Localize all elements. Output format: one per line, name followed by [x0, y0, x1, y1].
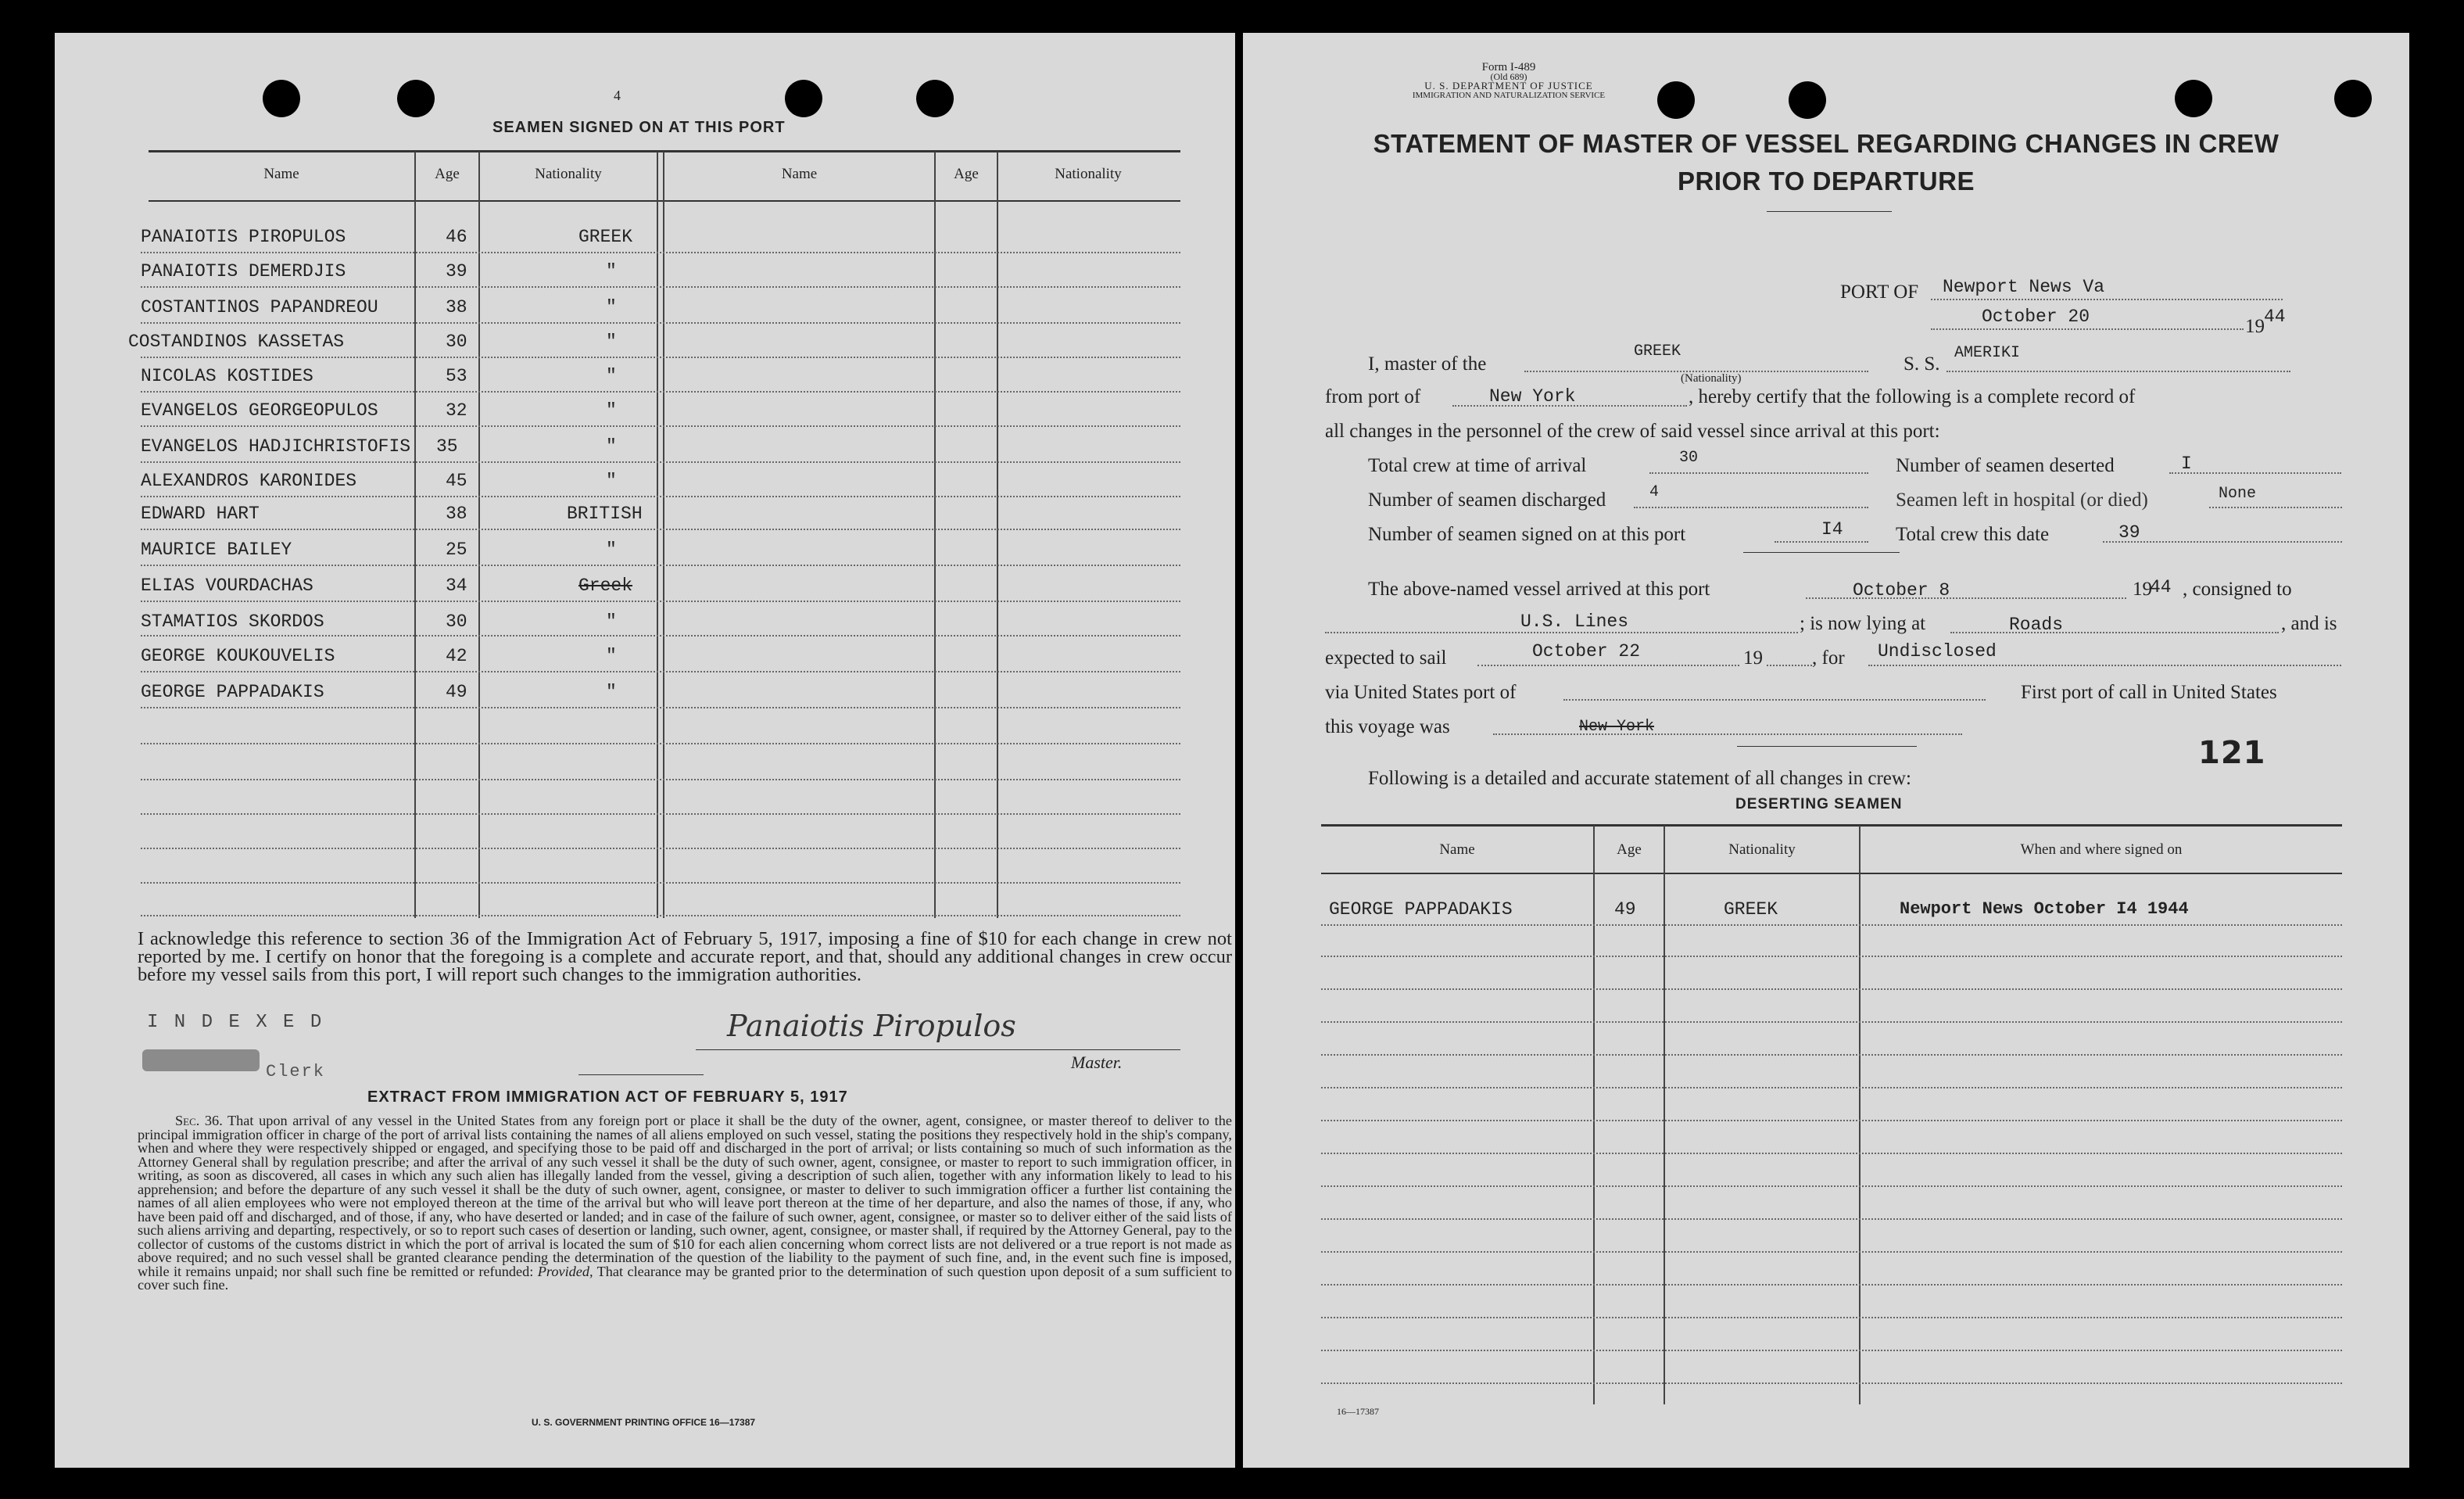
ss-label: S. S. — [1904, 353, 1940, 375]
extract-title: EXTRACT FROM IMMIGRATION ACT OF FEBRUARY 5, 1917 — [367, 1088, 848, 1106]
punch-hole-icon — [263, 80, 300, 117]
for-label: , for — [1812, 647, 1845, 669]
total-arrival-label: Total crew at time of arrival — [1368, 455, 1587, 476]
punch-hole-icon — [2175, 80, 2212, 117]
desert-col-nationality: Nationality — [1728, 841, 1796, 858]
col-header-nationality: Nationality — [535, 166, 602, 182]
all-changes-text: all changes in the personnel of the crew of said vessel since arrival at this port: — [1325, 421, 1940, 442]
table-row: PANAIOTIS DEMERDJIS 39 " — [141, 261, 617, 282]
sail-year-prefix: 19 — [1743, 647, 1763, 669]
voyage-label: this voyage was — [1325, 716, 1450, 737]
voyage-value: New York — [1579, 718, 1655, 736]
port-label: PORT OF — [1840, 282, 1919, 303]
punch-hole-icon — [397, 80, 435, 117]
ship-value: AMERIKI — [1954, 344, 2021, 362]
lying-value: Roads — [2009, 615, 2064, 635]
desert-row-name: GEORGE PAPPADAKIS — [1329, 899, 1513, 920]
deserted-value: I — [2181, 454, 2192, 474]
left-title: SEAMEN SIGNED ON AT THIS PORT — [492, 119, 786, 136]
col-header-name: Name — [263, 166, 299, 182]
total-arrival-value: 30 — [1679, 449, 1699, 467]
certify-text: , hereby certify that the following is a complete record of — [1689, 386, 2136, 407]
desert-col-signed-on: When and where signed on — [2020, 841, 2183, 858]
table-row: ELIAS VOURDACHAS 34 Greek — [141, 576, 633, 596]
sail-date: October 22 — [1532, 641, 1641, 662]
table-row: EVANGELOS GEORGEOPULOS 32 " — [141, 400, 617, 421]
discharged-value: 4 — [1649, 483, 1660, 501]
total-date-label: Total crew this date — [1896, 524, 2050, 545]
desert-col-age: Age — [1617, 841, 1642, 858]
statement-title: STATEMENT OF MASTER OF VESSEL REGARDING CHANGES IN CREW PRIOR TO DEPARTURE — [1373, 129, 2280, 195]
destination: Undisclosed — [1878, 641, 1997, 662]
punch-hole-icon — [1657, 81, 1695, 119]
col-header-age: Age — [435, 166, 460, 182]
punch-hole-icon — [2334, 80, 2372, 117]
arrived-label: The above-named vessel arrived at this port — [1368, 579, 1710, 600]
arrived-year: 44 — [2150, 577, 2172, 597]
year-prefix: 19 — [2245, 316, 2265, 337]
deserting-title: DESERTING SEAMEN — [1735, 796, 1903, 812]
col-header-age-2: Age — [954, 166, 979, 182]
table-row: NICOLAS KOSTIDES 53 " — [141, 366, 617, 386]
from-port-label: from port of — [1325, 386, 1421, 407]
arrived-date: October 8 — [1853, 580, 1950, 601]
hospital-value: None — [2219, 485, 2257, 503]
table-row: ALEXANDROS KARONIDES 45 " — [141, 471, 617, 491]
desert-col-name: Name — [1439, 841, 1475, 858]
desert-row-signed-on: Newport News October I4 1944 — [1900, 899, 2189, 919]
date-value: October 20 — [1982, 307, 2090, 327]
signed-on-value: I4 — [1821, 519, 1843, 540]
arrived-year-prefix: 19 — [2133, 579, 2152, 600]
master-signature: Panaiotis Piropulos — [727, 1009, 1016, 1043]
indexed-stamp: I N D E X E D — [147, 1012, 324, 1033]
table-row: PANAIOTIS PIROPULOS 46 GREEK — [141, 227, 633, 247]
signed-on-label: Number of seamen signed on at this port — [1368, 524, 1686, 545]
left-page — [55, 33, 1235, 1468]
page-number: 4 — [614, 88, 621, 103]
table-row: EVANGELOS HADJICHRISTOFIS 35 " — [141, 436, 617, 457]
col-header-nationality-2: Nationality — [1055, 166, 1122, 182]
consigned-label: , consigned to — [2183, 579, 2292, 600]
col-header-name-2: Name — [781, 166, 818, 182]
master-of-label: I, master of the — [1368, 353, 1487, 375]
stamp-number: 121 — [2198, 735, 2266, 771]
and-is-text: , and is — [2281, 613, 2337, 634]
punch-hole-icon — [916, 80, 954, 117]
port-value: Newport News Va — [1943, 277, 2105, 297]
acknowledgment-text: I acknowledge this reference to section 36 of the Immigration Act of February 5, 1917, imposing a fine of $10 for each change in crew not reported by me. I certify on honor that the foregoing is a complete and accurate report, and that, should any additional changes in crew occur before my vessel sails from this port, I will report such changes to the immigration authorities. — [138, 928, 1232, 985]
total-date-value: 39 — [2118, 522, 2140, 543]
desert-row-age: 49 — [1614, 899, 1636, 920]
from-port-value: New York — [1489, 386, 1576, 407]
extract-body: Sec. 36. That upon arrival of any vessel in the United States from any foreign port or place it shall be the duty of the owner, agent, consignee, or master thereof to deliver to the principal immigration officer in charge of the port of arrival lists containing the names of all aliens employed on such vessel, stating the positions they respectively hold in the ship's company, when and where they were respectively shipped or engaged, and specifying those to be paid off and discharged in the port of arrival; or lists containing so much of such information as the Attorney General shall by regulation prescribe; and after the arrival of any such vessel it shall be the duty of such owner, agent, consignee, or master to report to such immigration officer, in writing, as soon as discovered, all cases in which any such alien has illegally landed from the vessel, giving a description of such alien, together with any information likely to lead to his apprehension; and before the departure of any such vessel it shall be the duty of such owner, agent, consignee, or master to deliver to such immigration officer a further list containing the names of all alien employees who were not employed thereon at the time of the arrival but who will leave port thereon at the time of her departure, and also the names of those, if any, who have been paid off and discharged, and of those, if any, who have deserted or landed; and in case of the failure of such owner, agent, consignee, or master so to deliver either of the said lists of such aliens arriving and departing, respectively, or so to report such cases of desertion or landing, such owner, agent, consignee, or master shall, if required by the Attorney General, pay to the collector of customs of the customs district in which the port of arrival is located the sum of $10 for each alien concerning whom correct lists are not delivered or a true report is not made as above required; and no such vessel shall be granted clearance pending the determination of the question of the liability to the payment of such fine, and, in the event such fine is imposed, while it remains unpaid; nor shall such fine be remitted or refunded: Provided, That clearance may be granted prior to the determination of such question upon deposit of a sum sufficient to cover such fine. — [138, 1113, 1232, 1293]
right-page — [1243, 33, 2409, 1468]
punch-hole-icon — [1789, 81, 1826, 119]
hospital-label: Seamen left in hospital (or died) — [1896, 490, 2148, 511]
following-text: Following is a detailed and accurate statement of all changes in crew: — [1368, 768, 1911, 789]
expected-label: expected to sail — [1325, 647, 1447, 669]
year-value: 44 — [2264, 307, 2286, 327]
form-header: Form I-489 (Old 689) U. S. DEPARTMENT OF JUSTICE IMMIGRATION AND NATURALIZATION SERVICE — [1412, 61, 1606, 100]
table-row: EDWARD HART 38 BRITISH — [141, 504, 643, 524]
discharged-label: Number of seamen discharged — [1368, 490, 1606, 511]
printing-office-footer: U. S. GOVERNMENT PRINTING OFFICE 16—17387 — [532, 1417, 756, 1428]
table-row: STAMATIOS SKORDOS 30 " — [141, 611, 617, 632]
table-row: COSTANTINOS PAPANDREOU 38 " — [141, 297, 617, 317]
clerk-label: Clerk — [266, 1062, 326, 1081]
consignee: U.S. Lines — [1520, 611, 1629, 632]
clerk-scribble — [142, 1049, 260, 1071]
footer-code: 16—17387 — [1337, 1406, 1379, 1417]
table-row: GEORGE PAPPADAKIS 49 " — [141, 682, 617, 702]
nationality-value: GREEK — [1634, 342, 1681, 360]
master-label: Master. — [1071, 1053, 1123, 1072]
table-row: GEORGE KOUKOUVELIS 42 " — [141, 646, 617, 666]
table-row: MAURICE BAILEY 25 " — [141, 540, 617, 560]
table-row: COSTANDINOS KASSETAS 30 " — [128, 332, 617, 352]
nationality-caption: (Nationality) — [1681, 372, 1742, 385]
via-label: via United States port of — [1325, 682, 1517, 703]
lying-label: ; is now lying at — [1800, 613, 1926, 634]
punch-hole-icon — [785, 80, 822, 117]
deserted-label: Number of seamen deserted — [1896, 455, 2115, 476]
first-port-label: First port of call in United States — [2021, 682, 2277, 703]
desert-row-nationality: GREEK — [1724, 899, 1778, 920]
